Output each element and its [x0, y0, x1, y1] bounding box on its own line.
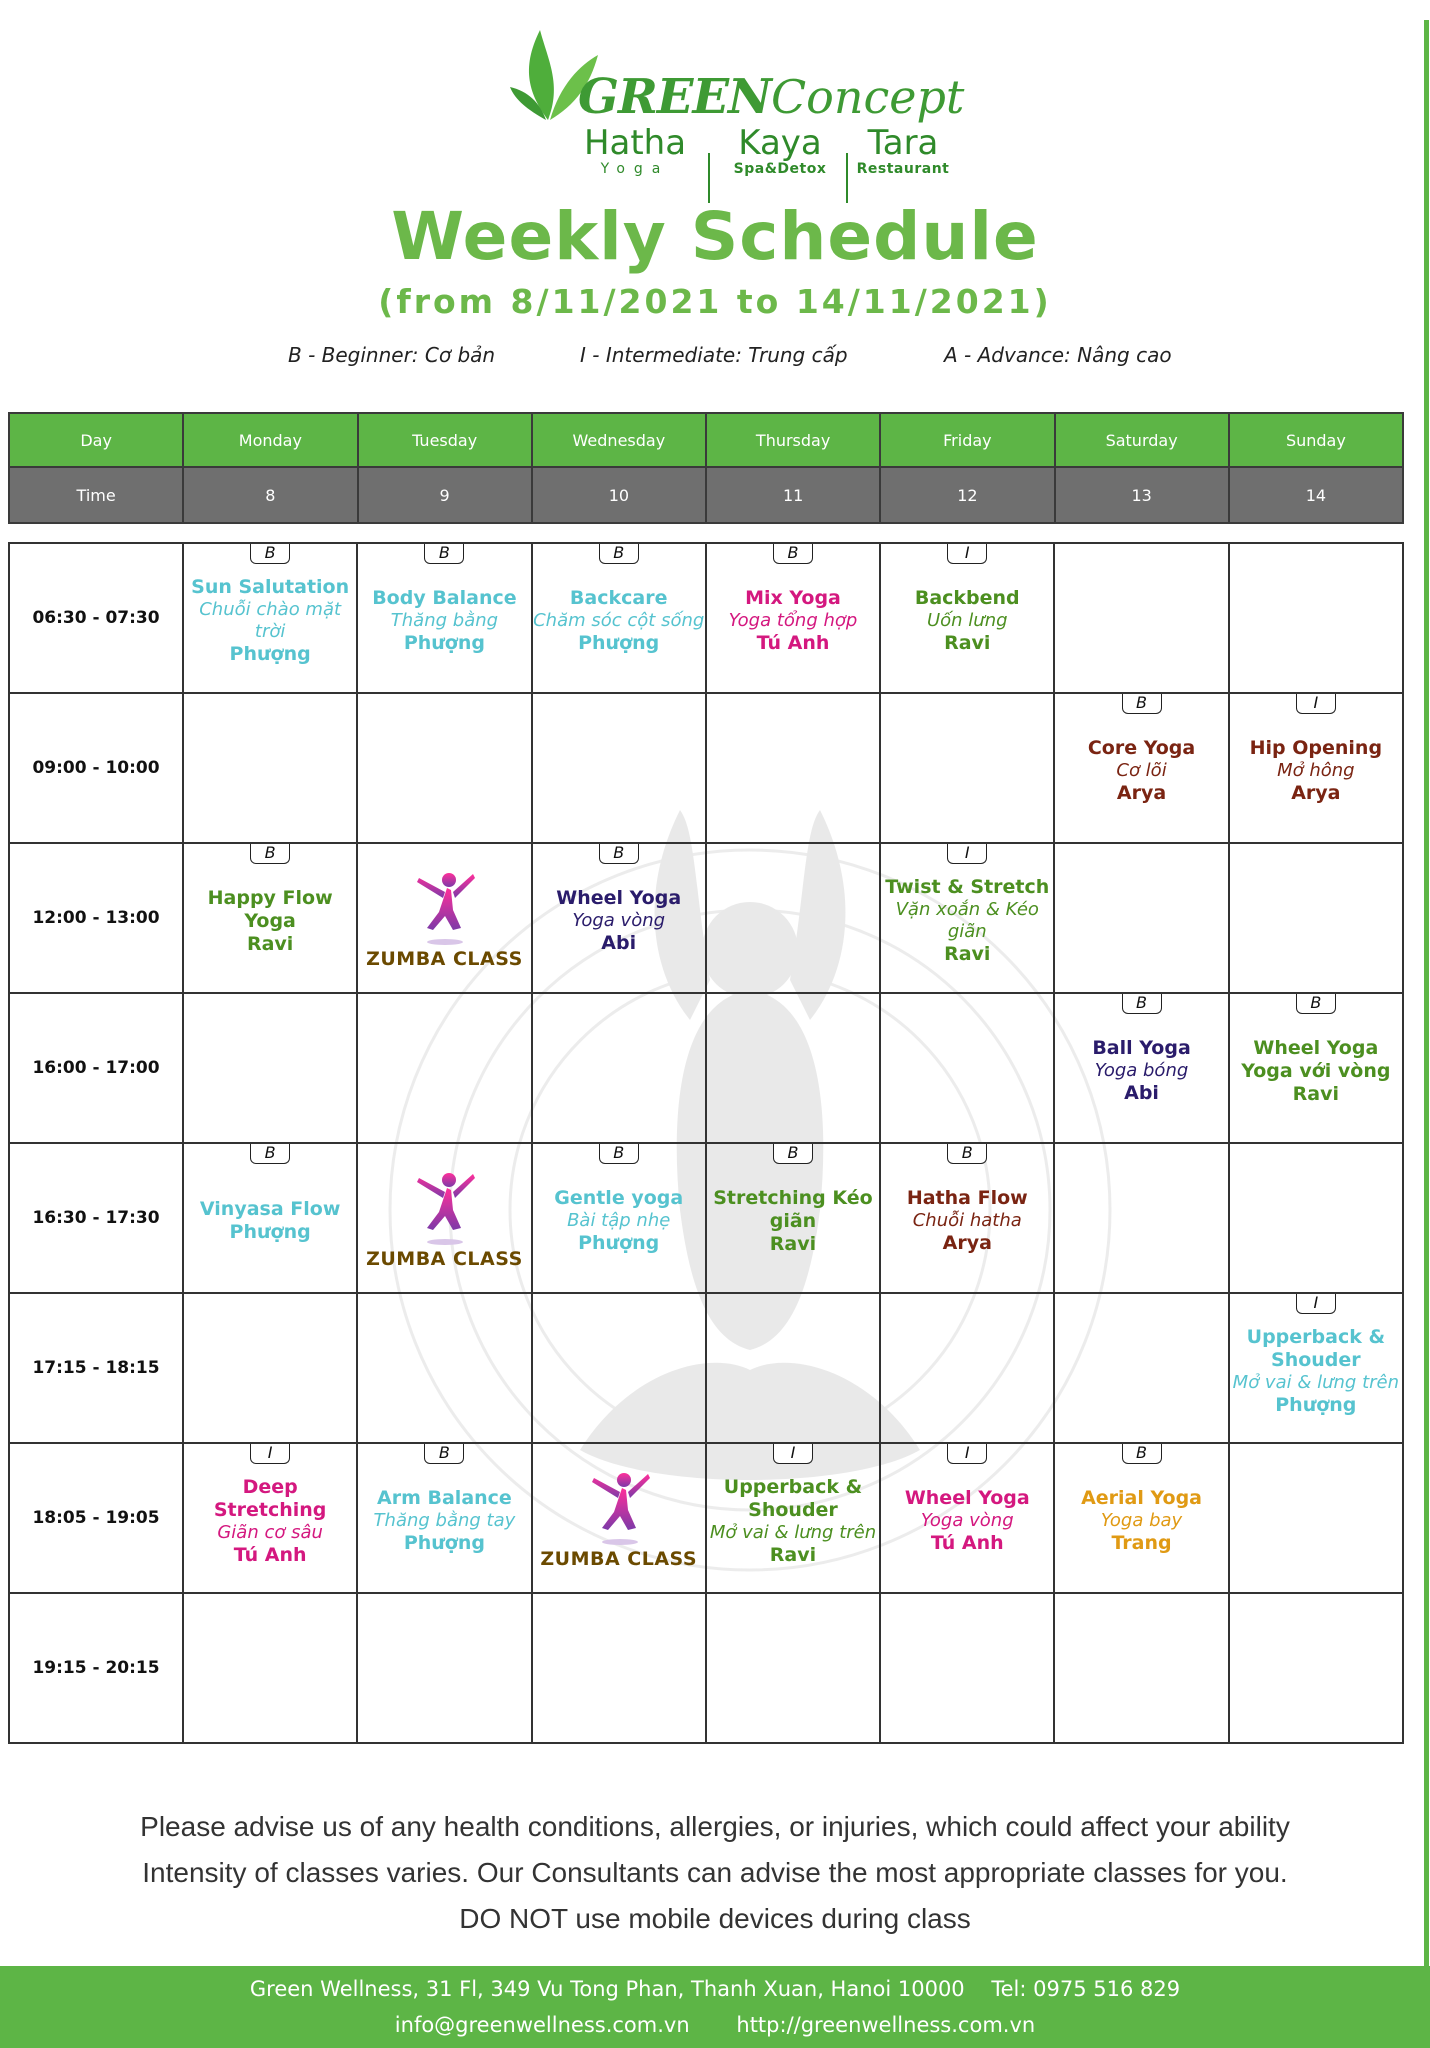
class-name: Backcare: [569, 587, 668, 609]
zumba-slot: [358, 1144, 530, 1292]
brand-hatha: [560, 125, 710, 177]
class-cell: [1054, 1443, 1228, 1593]
empty-cell: [880, 1293, 1054, 1443]
class-vietnamese-name: Mở hông: [1277, 760, 1355, 781]
zumba-slot: [533, 1444, 705, 1592]
class-teacher: Abi: [1124, 1082, 1159, 1104]
brand-name: [578, 69, 964, 125]
class-name: Aerial Yoga: [1081, 1487, 1202, 1509]
zumba-class-cell: [357, 1143, 531, 1293]
level-badge: B: [773, 1144, 813, 1164]
empty-cell: [1054, 1143, 1228, 1293]
class-teacher: Phượng: [229, 643, 311, 665]
empty-cell: [357, 693, 531, 843]
date-header: 10: [532, 467, 706, 523]
class-info: [533, 544, 705, 692]
class-vietnamese-name: Chuỗi chào mặt trời: [199, 599, 342, 642]
class-name: Hip Opening: [1249, 737, 1383, 759]
brand-logo: [510, 25, 965, 185]
brand-sub-title: Hatha: [583, 123, 687, 163]
date-header: Time: [9, 467, 183, 523]
level-badge: B: [250, 544, 290, 564]
day-header: Wednesday: [532, 413, 706, 467]
date-header: 9: [358, 467, 532, 523]
footer-line-2: [0, 2013, 1430, 2037]
empty-cell: [532, 1293, 706, 1443]
class-name: Deep Stretching: [213, 1475, 327, 1521]
class-vietnamese-name: Yoga vòng: [920, 1510, 1014, 1531]
level-badge: B: [599, 844, 639, 864]
schedule-body: [9, 543, 1403, 1743]
level-badge: I: [250, 1444, 290, 1464]
empty-cell: [1054, 1593, 1228, 1743]
day-header: Day: [9, 413, 183, 467]
time-slot-cell: 12:00 - 13:00: [9, 843, 183, 993]
class-name: Gentle yoga: [554, 1187, 684, 1209]
note-line: Intensity of classes varies. Our Consultants can advise the most appropriate classes for you.: [142, 1857, 1288, 1888]
level-badge: B: [1296, 994, 1336, 1014]
legend-advance: A - Advance: Nâng cao: [944, 343, 1172, 367]
empty-cell: [532, 1593, 706, 1743]
class-teacher: Phượng: [578, 632, 660, 654]
empty-cell: [880, 993, 1054, 1143]
day-header: Saturday: [1055, 413, 1229, 467]
class-vietnamese-name: Vặn xoắn & Kéo giãn: [895, 899, 1039, 942]
zumba-label: ZUMBA CLASS: [366, 1248, 523, 1270]
class-teacher: Phượng: [578, 1232, 660, 1254]
class-name: Mix Yoga: [745, 587, 841, 609]
class-name: Wheel Yoga: [556, 887, 682, 909]
day-header: Friday: [880, 413, 1054, 467]
empty-cell: [183, 693, 357, 843]
class-cell: [706, 1143, 880, 1293]
class-info: [881, 1444, 1053, 1592]
class-name: Upperback & Shouder: [723, 1475, 863, 1521]
level-badge: I: [947, 544, 987, 564]
class-teacher: Tú Anh: [756, 632, 830, 654]
empty-cell: [1229, 1443, 1403, 1593]
brand-sub-caption: Restaurant: [856, 161, 950, 177]
brand-name-concept: Concept: [770, 70, 965, 124]
day-row: [9, 413, 1403, 467]
class-teacher: Phượng: [403, 632, 485, 654]
day-header: Monday: [183, 413, 357, 467]
class-cell: [1229, 1293, 1403, 1443]
class-cell: [183, 1143, 357, 1293]
class-name: Hatha Flow: [906, 1187, 1028, 1209]
class-cell: [880, 1443, 1054, 1593]
class-info: [358, 544, 530, 692]
class-teacher: Tú Anh: [930, 1532, 1004, 1554]
day-header: Thursday: [706, 413, 880, 467]
class-info: [533, 1144, 705, 1292]
brand-kaya: [715, 125, 845, 177]
zumba-class-cell: [357, 843, 531, 993]
class-cell: [880, 543, 1054, 693]
page-title: Weekly Schedule: [391, 198, 1039, 275]
class-teacher: Arya: [942, 1232, 992, 1254]
empty-cell: [183, 993, 357, 1143]
class-teacher: Trang: [1111, 1532, 1172, 1554]
time-slot-cell: 16:30 - 17:30: [9, 1143, 183, 1293]
brand-sub-title: Kaya: [738, 123, 822, 163]
class-cell: [1054, 993, 1228, 1143]
footer: [0, 1966, 1430, 2048]
level-badge: B: [599, 1144, 639, 1164]
class-vietnamese-name: Yoga vòng: [572, 910, 666, 931]
level-badge: B: [424, 544, 464, 564]
class-name: Twist & Stretch: [885, 876, 1050, 898]
class-name: Sun Salutation: [191, 576, 350, 598]
footer-email[interactable]: info@greenwellness.com.vn: [394, 2013, 690, 2037]
schedule-header-table: [8, 412, 1404, 524]
level-badge: B: [947, 1144, 987, 1164]
date-header: 11: [706, 467, 880, 523]
footer-tel: Tel: 0975 516 829: [991, 1977, 1181, 2001]
class-name: Core Yoga: [1087, 737, 1196, 759]
schedule-row: [9, 1143, 1403, 1293]
zumba-label: ZUMBA CLASS: [366, 948, 523, 970]
legend-beginner: B - Beginner: Cơ bản: [288, 343, 496, 367]
level-badge: B: [599, 544, 639, 564]
brand-sub-caption: Spa&Detox: [733, 161, 827, 177]
date-header: 8: [183, 467, 357, 523]
empty-cell: [1054, 543, 1228, 693]
zumba-label: ZUMBA CLASS: [540, 1548, 698, 1570]
class-cell: [183, 543, 357, 693]
class-info: [1055, 694, 1227, 842]
class-cell: [532, 843, 706, 993]
empty-cell: [880, 693, 1054, 843]
class-name: Arm Balance: [377, 1487, 512, 1509]
level-badge: B: [250, 1144, 290, 1164]
footer-address: Green Wellness, 31 Fl, 349 Vu Tong Phan, Thanh Xuan, Hanoi 10000: [249, 1977, 965, 2001]
class-info: [1230, 1294, 1402, 1442]
schedule-row: [9, 843, 1403, 993]
class-info: [1230, 694, 1402, 842]
class-vietnamese-name: Uốn lưng: [926, 610, 1008, 631]
date-header: 14: [1229, 467, 1403, 523]
level-badge: I: [1296, 694, 1336, 714]
empty-cell: [706, 843, 880, 993]
schedule-row: [9, 1293, 1403, 1443]
class-name: Ball Yoga: [1092, 1037, 1191, 1059]
class-teacher: Ravi: [769, 1543, 817, 1566]
class-info: [1055, 994, 1227, 1142]
level-badge: B: [424, 1444, 464, 1464]
time-slot-cell: 16:00 - 17:00: [9, 993, 183, 1143]
class-info: [707, 544, 879, 692]
class-vietnamese-name: Yoga bay: [1100, 1510, 1183, 1531]
class-name: Upperback & Shouder: [1246, 1325, 1386, 1371]
empty-cell: [532, 693, 706, 843]
zumba-dancer-icon: [584, 1468, 654, 1548]
class-teacher: Ravi: [1292, 1082, 1340, 1105]
class-vietnamese-name: Mở vai & lưng trên: [709, 1521, 877, 1543]
class-info: [881, 544, 1053, 692]
brand-sub-title: Tara: [867, 123, 939, 163]
class-cell: [357, 543, 531, 693]
empty-cell: [1054, 843, 1228, 993]
class-teacher: Phượng: [229, 1221, 311, 1243]
legend-intermediate: I - Intermediate: Trung cấp: [580, 343, 848, 367]
class-cell: [532, 1143, 706, 1293]
date-header: 12: [880, 467, 1054, 523]
date-header: 13: [1055, 467, 1229, 523]
class-cell: [880, 843, 1054, 993]
class-cell: [532, 543, 706, 693]
class-vietnamese-name: Mở vai & lưng trên: [1232, 1371, 1400, 1393]
class-cell: [706, 1443, 880, 1593]
brand-name-green: GREEN: [578, 69, 771, 125]
level-badge: I: [947, 844, 987, 864]
class-vietnamese-name: Yoga bóng: [1094, 1060, 1189, 1081]
class-vietnamese-name: Yoga tổng hợp: [728, 610, 858, 631]
empty-cell: [357, 993, 531, 1143]
notes: [0, 1804, 1430, 1942]
empty-cell: [1229, 1143, 1403, 1293]
empty-cell: [357, 1293, 531, 1443]
empty-cell: [1229, 1593, 1403, 1743]
class-cell: [1229, 993, 1403, 1143]
class-cell: [1229, 693, 1403, 843]
date-row: [9, 467, 1403, 523]
time-slot-cell: 09:00 - 10:00: [9, 693, 183, 843]
class-vietnamese-name: Bài tập nhẹ: [567, 1210, 671, 1231]
class-teacher: Tú Anh: [233, 1543, 307, 1566]
empty-cell: [706, 1593, 880, 1743]
level-badge: I: [1296, 1294, 1336, 1314]
class-teacher: Ravi: [944, 943, 991, 965]
empty-cell: [706, 993, 880, 1143]
note-line: DO NOT use mobile devices during class: [459, 1903, 971, 1934]
empty-cell: [357, 1593, 531, 1743]
class-vietnamese-name: Thăng bằng: [390, 610, 499, 631]
time-slot-cell: 18:05 - 19:05: [9, 1443, 183, 1593]
class-cell: [706, 543, 880, 693]
time-slot-cell: 19:15 - 20:15: [9, 1593, 183, 1743]
schedule-table: [8, 542, 1404, 1744]
time-slot-cell: 06:30 - 07:30: [9, 543, 183, 693]
schedule-row: [9, 693, 1403, 843]
class-teacher: Abi: [601, 932, 637, 954]
brand-sub-caption: Yoga: [600, 161, 670, 177]
class-teacher: Ravi: [944, 632, 991, 654]
class-teacher: Phượng: [1275, 1393, 1357, 1416]
level-badge: I: [773, 1444, 813, 1464]
class-teacher: Arya: [1291, 782, 1341, 804]
class-info: [184, 844, 356, 992]
class-teacher: Arya: [1116, 782, 1167, 804]
class-info: [358, 1444, 530, 1592]
class-info: [533, 844, 705, 992]
empty-cell: [183, 1593, 357, 1743]
class-vietnamese-name: Thăng bằng tay: [373, 1510, 516, 1531]
empty-cell: [880, 1593, 1054, 1743]
class-info: [881, 844, 1053, 992]
class-vietnamese-name: Chuỗi hatha: [912, 1210, 1022, 1231]
class-info: [184, 1144, 356, 1292]
zumba-class-cell: [532, 1443, 706, 1593]
class-cell: [880, 1143, 1054, 1293]
class-vietnamese-name: Cơ lõi: [1116, 760, 1167, 781]
class-name: Wheel Yoga Yoga với vòng: [1241, 1036, 1391, 1082]
brand-tara: [848, 125, 958, 177]
footer-line-1: [0, 1977, 1430, 2001]
class-cell: [183, 1443, 357, 1593]
class-info: [707, 1144, 879, 1292]
class-cell: [357, 1443, 531, 1593]
level-badge: B: [1122, 694, 1162, 714]
class-name: Vinyasa Flow: [199, 1198, 341, 1220]
class-name: Body Balance: [372, 587, 517, 609]
note-line: Please advise us of any health conditions, allergies, or injuries, which could affect your ability: [140, 1811, 1290, 1842]
date-range-subtitle: (from 8/11/2021 to 14/11/2021): [378, 282, 1052, 321]
class-name: Backbend: [914, 587, 1020, 609]
empty-cell: [706, 1293, 880, 1443]
schedule-row: [9, 993, 1403, 1143]
class-teacher: Phượng: [403, 1532, 485, 1554]
schedule-row: [9, 543, 1403, 693]
class-info: [881, 1144, 1053, 1292]
level-badge: I: [947, 1444, 987, 1464]
empty-cell: [706, 693, 880, 843]
day-header: Sunday: [1229, 413, 1403, 467]
class-info: [184, 544, 356, 692]
time-slot-cell: 17:15 - 18:15: [9, 1293, 183, 1443]
footer-website[interactable]: http://greenwellness.com.vn: [736, 2013, 1036, 2037]
level-badge: B: [250, 844, 290, 864]
level-badge: B: [1122, 1444, 1162, 1464]
class-info: [707, 1444, 879, 1592]
level-badge: B: [773, 544, 813, 564]
class-teacher: Ravi: [246, 932, 294, 955]
brand-divider: [708, 153, 710, 203]
level-badge: B: [1122, 994, 1162, 1014]
schedule-row: [9, 1443, 1403, 1593]
empty-cell: [183, 1293, 357, 1443]
class-vietnamese-name: Giãn cơ sâu: [217, 1521, 323, 1543]
class-name: Wheel Yoga: [904, 1487, 1030, 1509]
zumba-dancer-icon: [409, 868, 479, 948]
class-cell: [1054, 693, 1228, 843]
empty-cell: [1229, 543, 1403, 693]
zumba-slot: [358, 844, 530, 992]
empty-cell: [532, 993, 706, 1143]
class-name: Stretching Kéo giãn: [713, 1186, 873, 1232]
empty-cell: [1229, 843, 1403, 993]
empty-cell: [1054, 1293, 1228, 1443]
class-info: [184, 1444, 356, 1592]
class-cell: [183, 843, 357, 993]
class-name: Happy Flow Yoga: [207, 886, 333, 932]
day-header: Tuesday: [358, 413, 532, 467]
class-teacher: Ravi: [769, 1232, 817, 1255]
class-info: [1230, 994, 1402, 1142]
zumba-dancer-icon: [409, 1168, 479, 1248]
class-vietnamese-name: Chăm sóc cột sống: [533, 610, 705, 631]
class-info: [1055, 1444, 1227, 1592]
schedule-row: [9, 1593, 1403, 1743]
